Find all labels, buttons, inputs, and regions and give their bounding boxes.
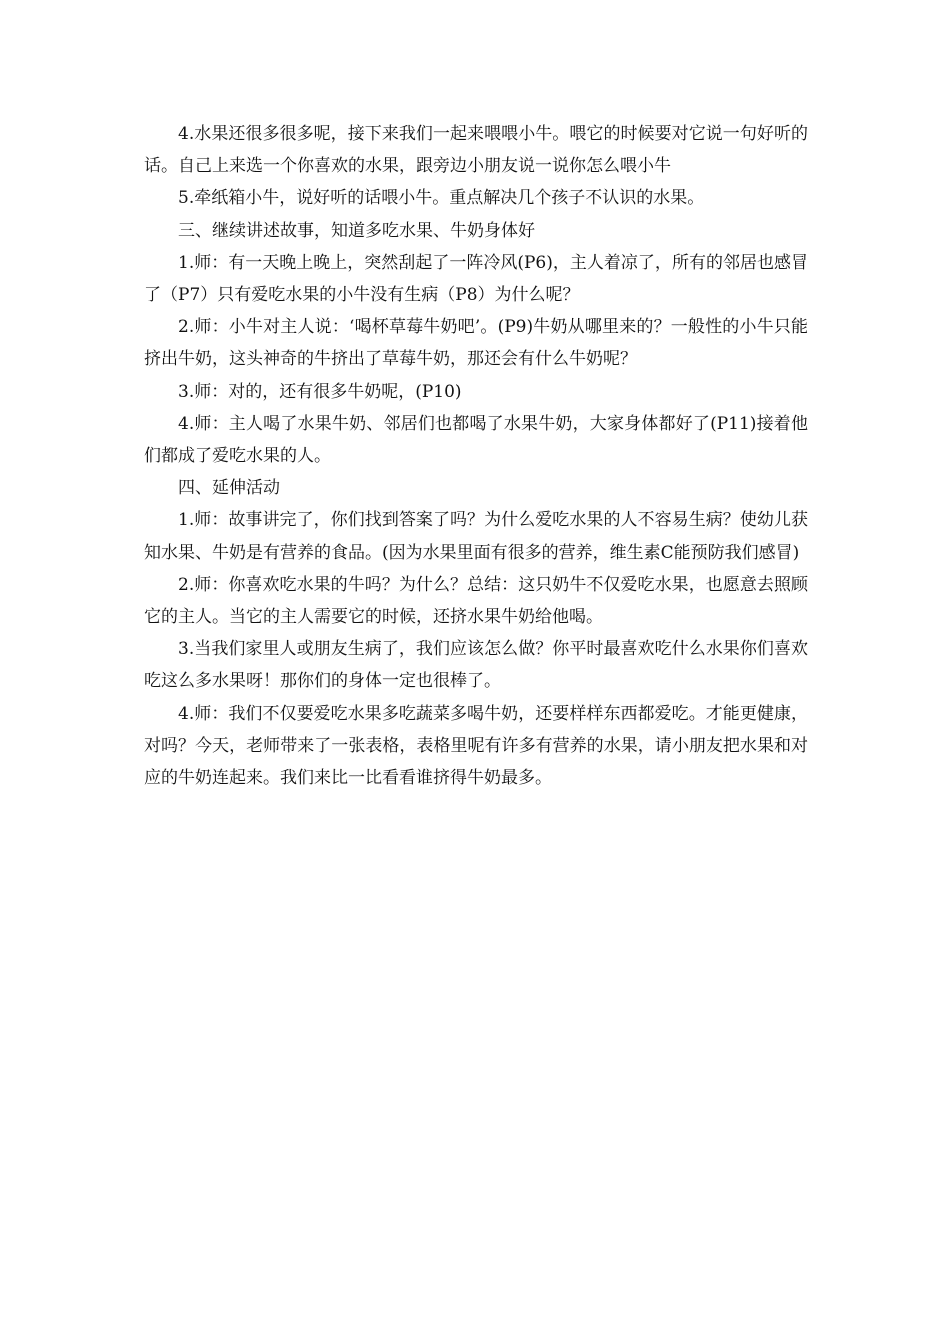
document-body (144, 118, 808, 794)
paragraph-carton-calf: 5.牵纸箱小牛，说好听的话喂小牛。重点解决几个孩子不认识的水果。 (178, 188, 705, 209)
paragraph-worksheet: 4.师：我们不仅要爱吃水果多吃蔬菜多喝牛奶，还要样样东西都爱吃。才能更健康，对吗？今天，老师带来了一张表格，表格里呢有许多有营养的水果，请小朋友把水果和对应的牛奶连起来。我们来比一比看看谁挤得牛奶最多。 (144, 703, 808, 789)
paragraph-strawberry-milk: 2.师：小牛对主人说：‘喝杯草莓牛奶吧’。(P9)牛奶从哪里来的？一般性的小牛只能挤出牛奶，这头神奇的牛挤出了草莓牛奶，那还会有什么牛奶呢？ (144, 317, 808, 370)
paragraph-summary: 2.师：你喜欢吃水果的牛吗？为什么？总结：这只奶牛不仅爱吃水果，也愿意去照顾它的主人。当它的主人需要它的时候，还挤水果牛奶给他喝。 (144, 574, 808, 628)
section-heading-continue-story: 三、继续讲述故事，知道多吃水果、牛奶身体好 (178, 220, 535, 241)
paragraph-feed-calf: 4.水果还很多很多呢，接下来我们一起来喂喂小牛。喂它的时候要对它说一句好听的话。自己上来选一个你喜欢的水果，跟旁边小朋友说一说你怎么喂小牛 (144, 124, 808, 177)
paragraph-cold-wind: 1.师：有一天晚上晚上，突然刮起了一阵冷风(P6)，主人着凉了，所有的邻居也感冒了（P7）只有爱吃水果的小牛没有生病（P8）为什么呢？ (144, 252, 808, 306)
paragraph-family-sick: 3.当我们家里人或朋友生病了，我们应该怎么做？你平时最喜欢吃什么水果你们喜欢吃这么多水果呀！那你们的身体一定也很棒了。 (144, 639, 808, 692)
paragraph-more-milk: 3.师：对的，还有很多牛奶呢，(P10) (178, 381, 462, 402)
paragraph-everyone-healthy: 4.师：主人喝了水果牛奶、邻居们也都喝了水果牛奶，大家身体都好了(P11)接着他们都成了爱吃水果的人。 (144, 413, 808, 467)
section-heading-extension: 四、延伸活动 (178, 478, 280, 499)
paragraph-story-answer: 1.师：故事讲完了，你们找到答案了吗？为什么爱吃水果的人不容易生病？使幼儿获知水果、牛奶是有营养的食品。(因为水果里面有很多的营养，维生素C能预防我们感冒) (144, 510, 808, 563)
